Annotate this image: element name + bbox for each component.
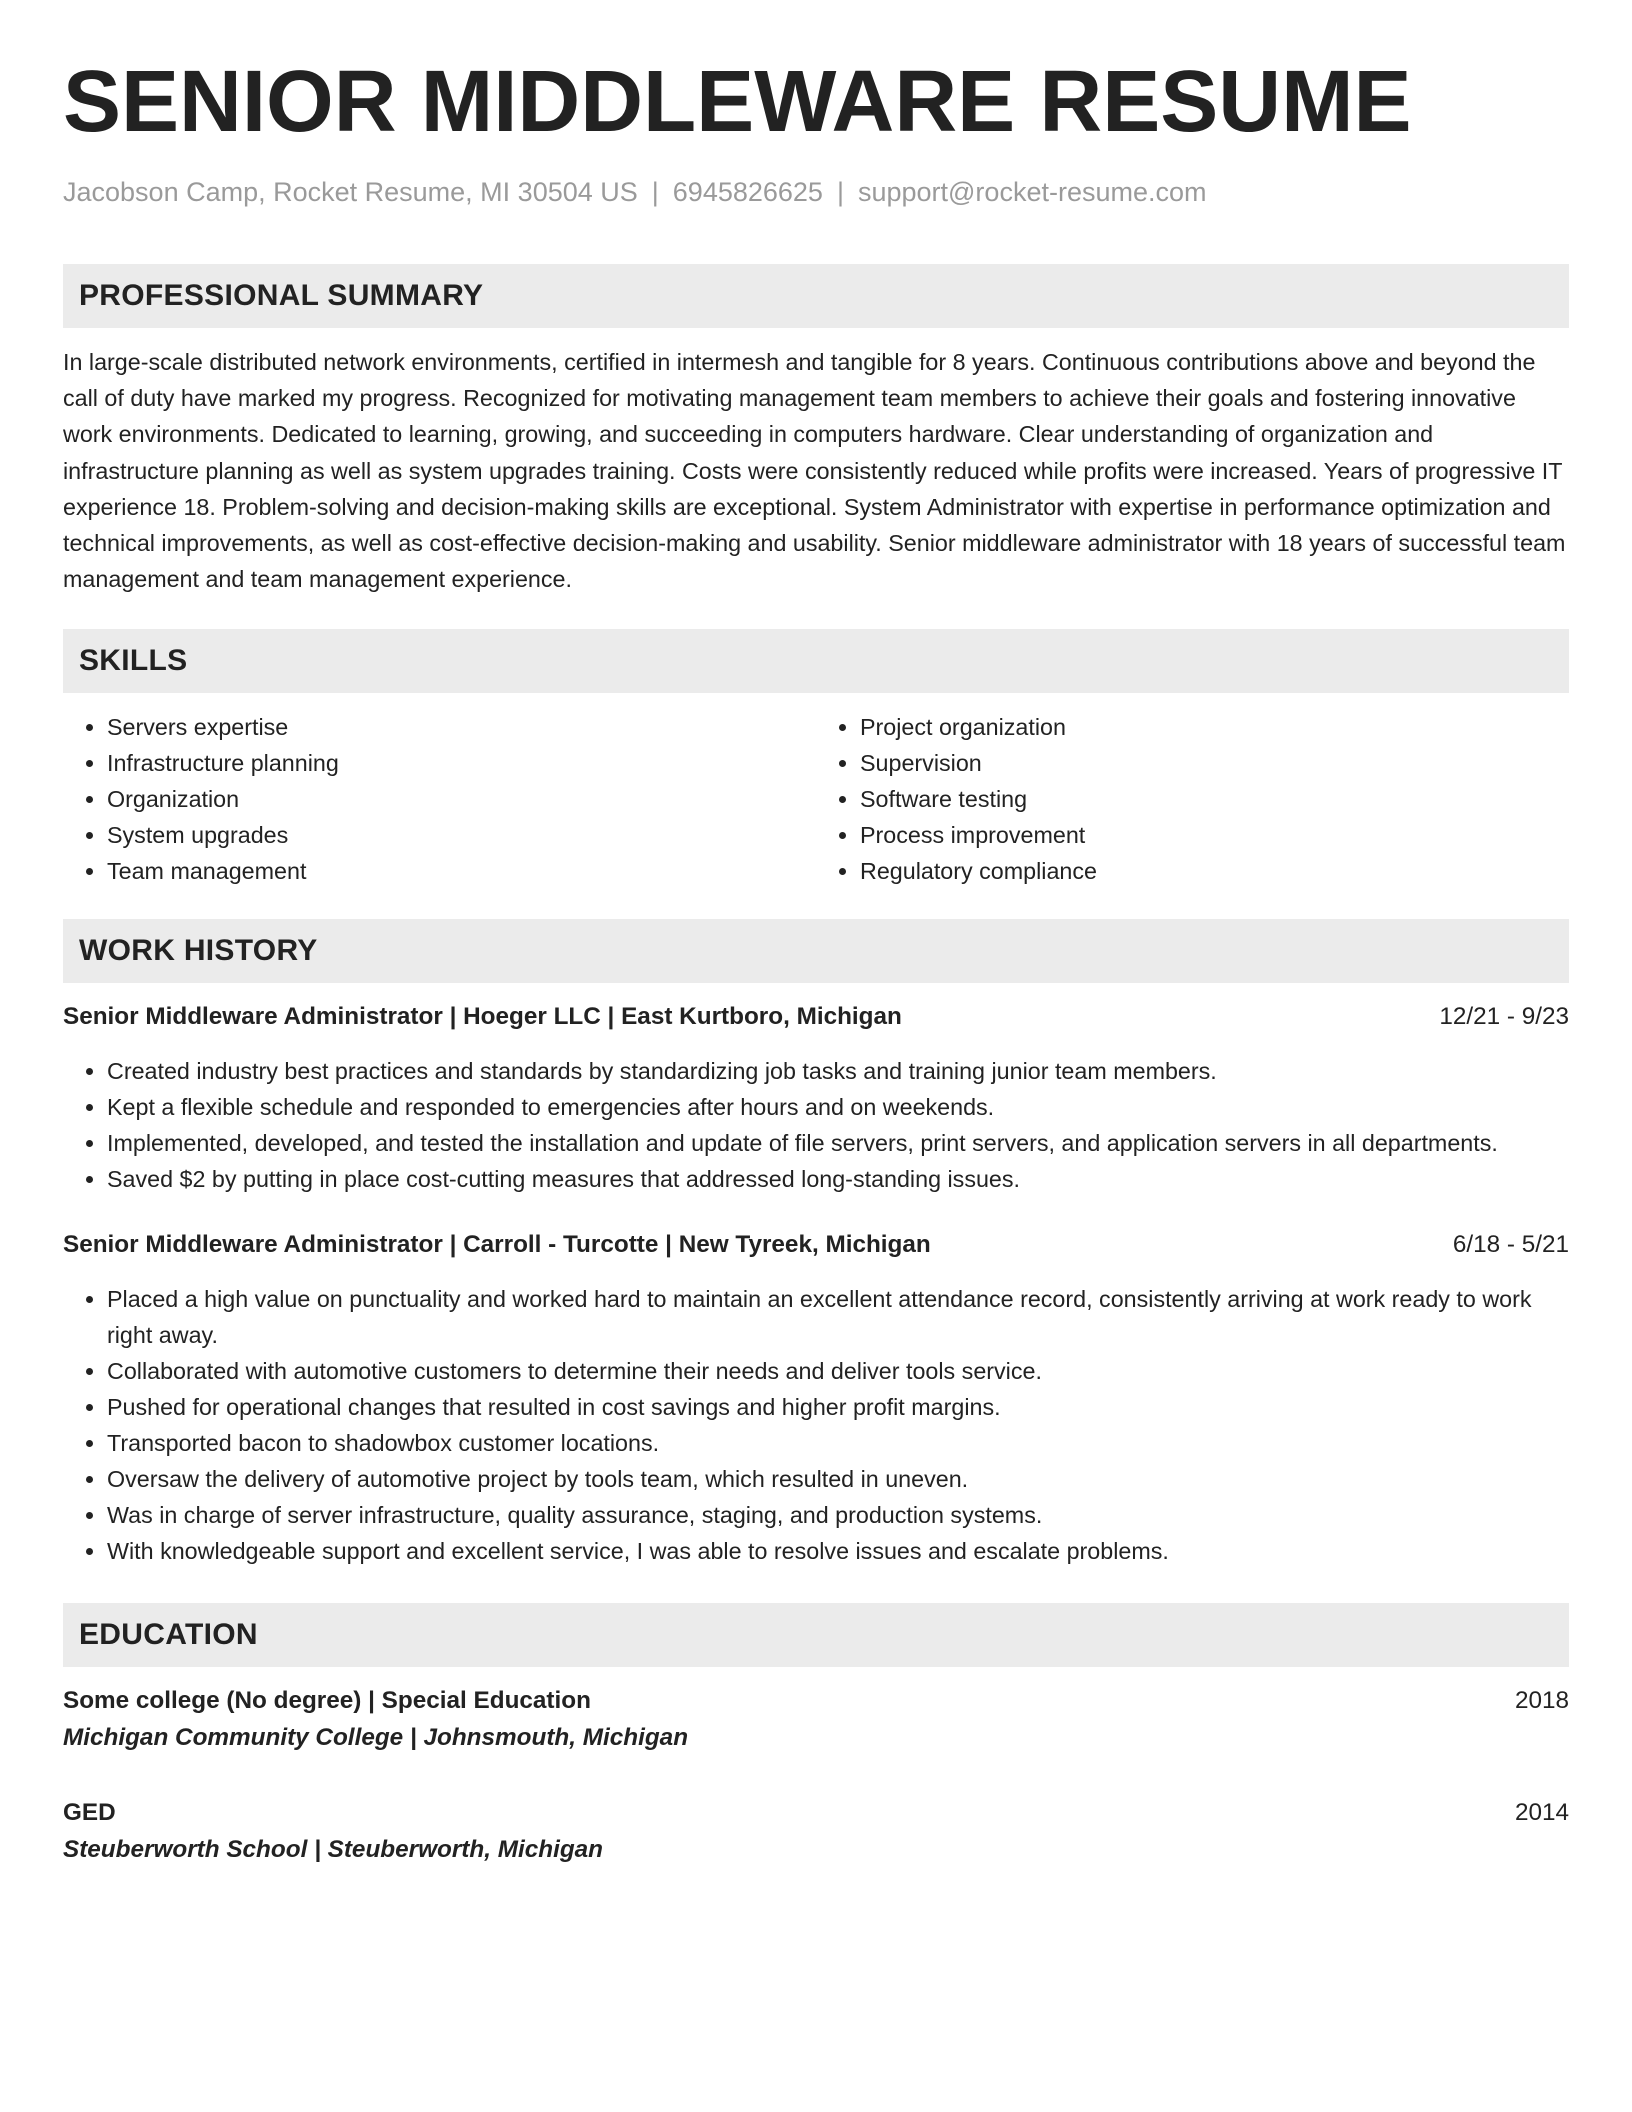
skill-item: • Process improvement <box>860 817 1569 853</box>
job-bullet: • Implemented, developed, and tested the installation and update of file servers, print servers, and application servers in all departments. <box>107 1125 1569 1161</box>
job-bullet: • Transported bacon to shadowbox customer locations. <box>107 1425 1569 1461</box>
section-header-summary: PROFESSIONAL SUMMARY <box>63 264 1569 328</box>
skill-item: • Supervision <box>860 745 1569 781</box>
education-entry <box>63 1795 1569 1869</box>
contact-address: Jacobson Camp, Rocket Resume, MI 30504 US <box>63 177 638 207</box>
job-title: Senior Middleware Administrator | Hoeger LLC | East Kurtboro, Michigan <box>63 1003 902 1031</box>
education-school: Steuberworth School | Steuberworth, Michigan <box>63 1836 604 1864</box>
education-header <box>63 1795 1569 1831</box>
job-bullet: • Was in charge of server infrastructure, quality assurance, staging, and production systems. <box>107 1497 1569 1533</box>
section-header-work-history: WORK HISTORY <box>63 919 1569 983</box>
contact-phone: 6945826625 <box>672 177 823 207</box>
skills-column-left <box>63 709 816 889</box>
skill-item: • Team management <box>107 853 816 889</box>
job-bullet: • Created industry best practices and standards by standardizing job tasks and training junior team members. <box>107 1053 1569 1089</box>
job-dates: 6/18 - 5/21 <box>1452 1231 1569 1259</box>
resume-title: SENIOR MIDDLEWARE RESUME <box>63 53 1412 150</box>
education-header <box>63 1683 1569 1719</box>
job-bullet: • Oversaw the delivery of automotive project by tools team, which resulted in uneven. <box>107 1461 1569 1497</box>
skill-item: • System upgrades <box>107 817 816 853</box>
skill-item: • Regulatory compliance <box>860 853 1569 889</box>
education-entry <box>63 1683 1569 1757</box>
job-dates: 12/21 - 9/23 <box>1439 1003 1569 1031</box>
skills-list <box>63 709 1569 889</box>
contact-separator: | <box>651 177 659 207</box>
education-year: 2014 <box>1514 1799 1569 1827</box>
skill-item: • Infrastructure planning <box>107 745 816 781</box>
education-year: 2018 <box>1514 1687 1569 1715</box>
section-header-skills: SKILLS <box>63 629 1569 693</box>
job-bullet: • Placed a high value on punctuality and worked hard to maintain an excellent attendance record, consistently arriving at work ready to work right away. <box>107 1281 1569 1353</box>
job-bullets <box>63 1053 1569 1197</box>
skills-column-right <box>816 709 1569 889</box>
summary-text: In large-scale distributed network environments, certified in intermesh and tangible for 8 years. Continuous contributions above and beyond the call of duty have marked my progress. Recognized for motivating management team members to achieve their goals and fostering innovative work environments. Dedicated to learning, growing, and succeeding in computers hardware. Clear understanding of organization and infrastructure planning as well as system upgrades training. Costs were consistently reduced while profits were increased. Years of progressive IT experience 18. Problem-solving and decision-making skills are exceptional. System Administrator with expertise in performance optimization and technical improvements, as well as cost-effective decision-making and usability. Senior middleware administrator with 18 years of successful team management and team management experience. <box>63 349 1566 593</box>
job-title: Senior Middleware Administrator | Carroll - Turcotte | New Tyreek, Michigan <box>63 1231 931 1259</box>
skill-item: • Organization <box>107 781 816 817</box>
job-entry <box>63 999 1569 1197</box>
job-bullet: • With knowledgeable support and excellent service, I was able to resolve issues and escalate problems. <box>107 1533 1569 1569</box>
contact-separator: | <box>836 177 844 207</box>
section-header-education: EDUCATION <box>63 1603 1569 1667</box>
education-degree: Some college (No degree) | Special Education <box>63 1687 591 1715</box>
job-header <box>63 1227 1569 1263</box>
job-bullet: • Collaborated with automotive customers to determine their needs and deliver tools service. <box>107 1353 1569 1389</box>
job-bullet: • Saved $2 by putting in place cost-cutting measures that addressed long-standing issues. <box>107 1161 1569 1197</box>
education-school: Michigan Community College | Johnsmouth, Michigan <box>63 1724 689 1752</box>
job-bullet: • Pushed for operational changes that resulted in cost savings and higher profit margins. <box>107 1389 1569 1425</box>
contact-line <box>63 174 1569 210</box>
education-degree: GED <box>63 1799 116 1827</box>
job-bullet: • Kept a flexible schedule and responded to emergencies after hours and on weekends. <box>107 1089 1569 1125</box>
job-bullets <box>63 1281 1569 1569</box>
skill-item: • Project organization <box>860 709 1569 745</box>
job-header <box>63 999 1569 1035</box>
skill-item: • Servers expertise <box>107 709 816 745</box>
job-entry <box>63 1227 1569 1569</box>
skill-item: • Software testing <box>860 781 1569 817</box>
contact-email: support@rocket-resume.com <box>857 177 1207 207</box>
